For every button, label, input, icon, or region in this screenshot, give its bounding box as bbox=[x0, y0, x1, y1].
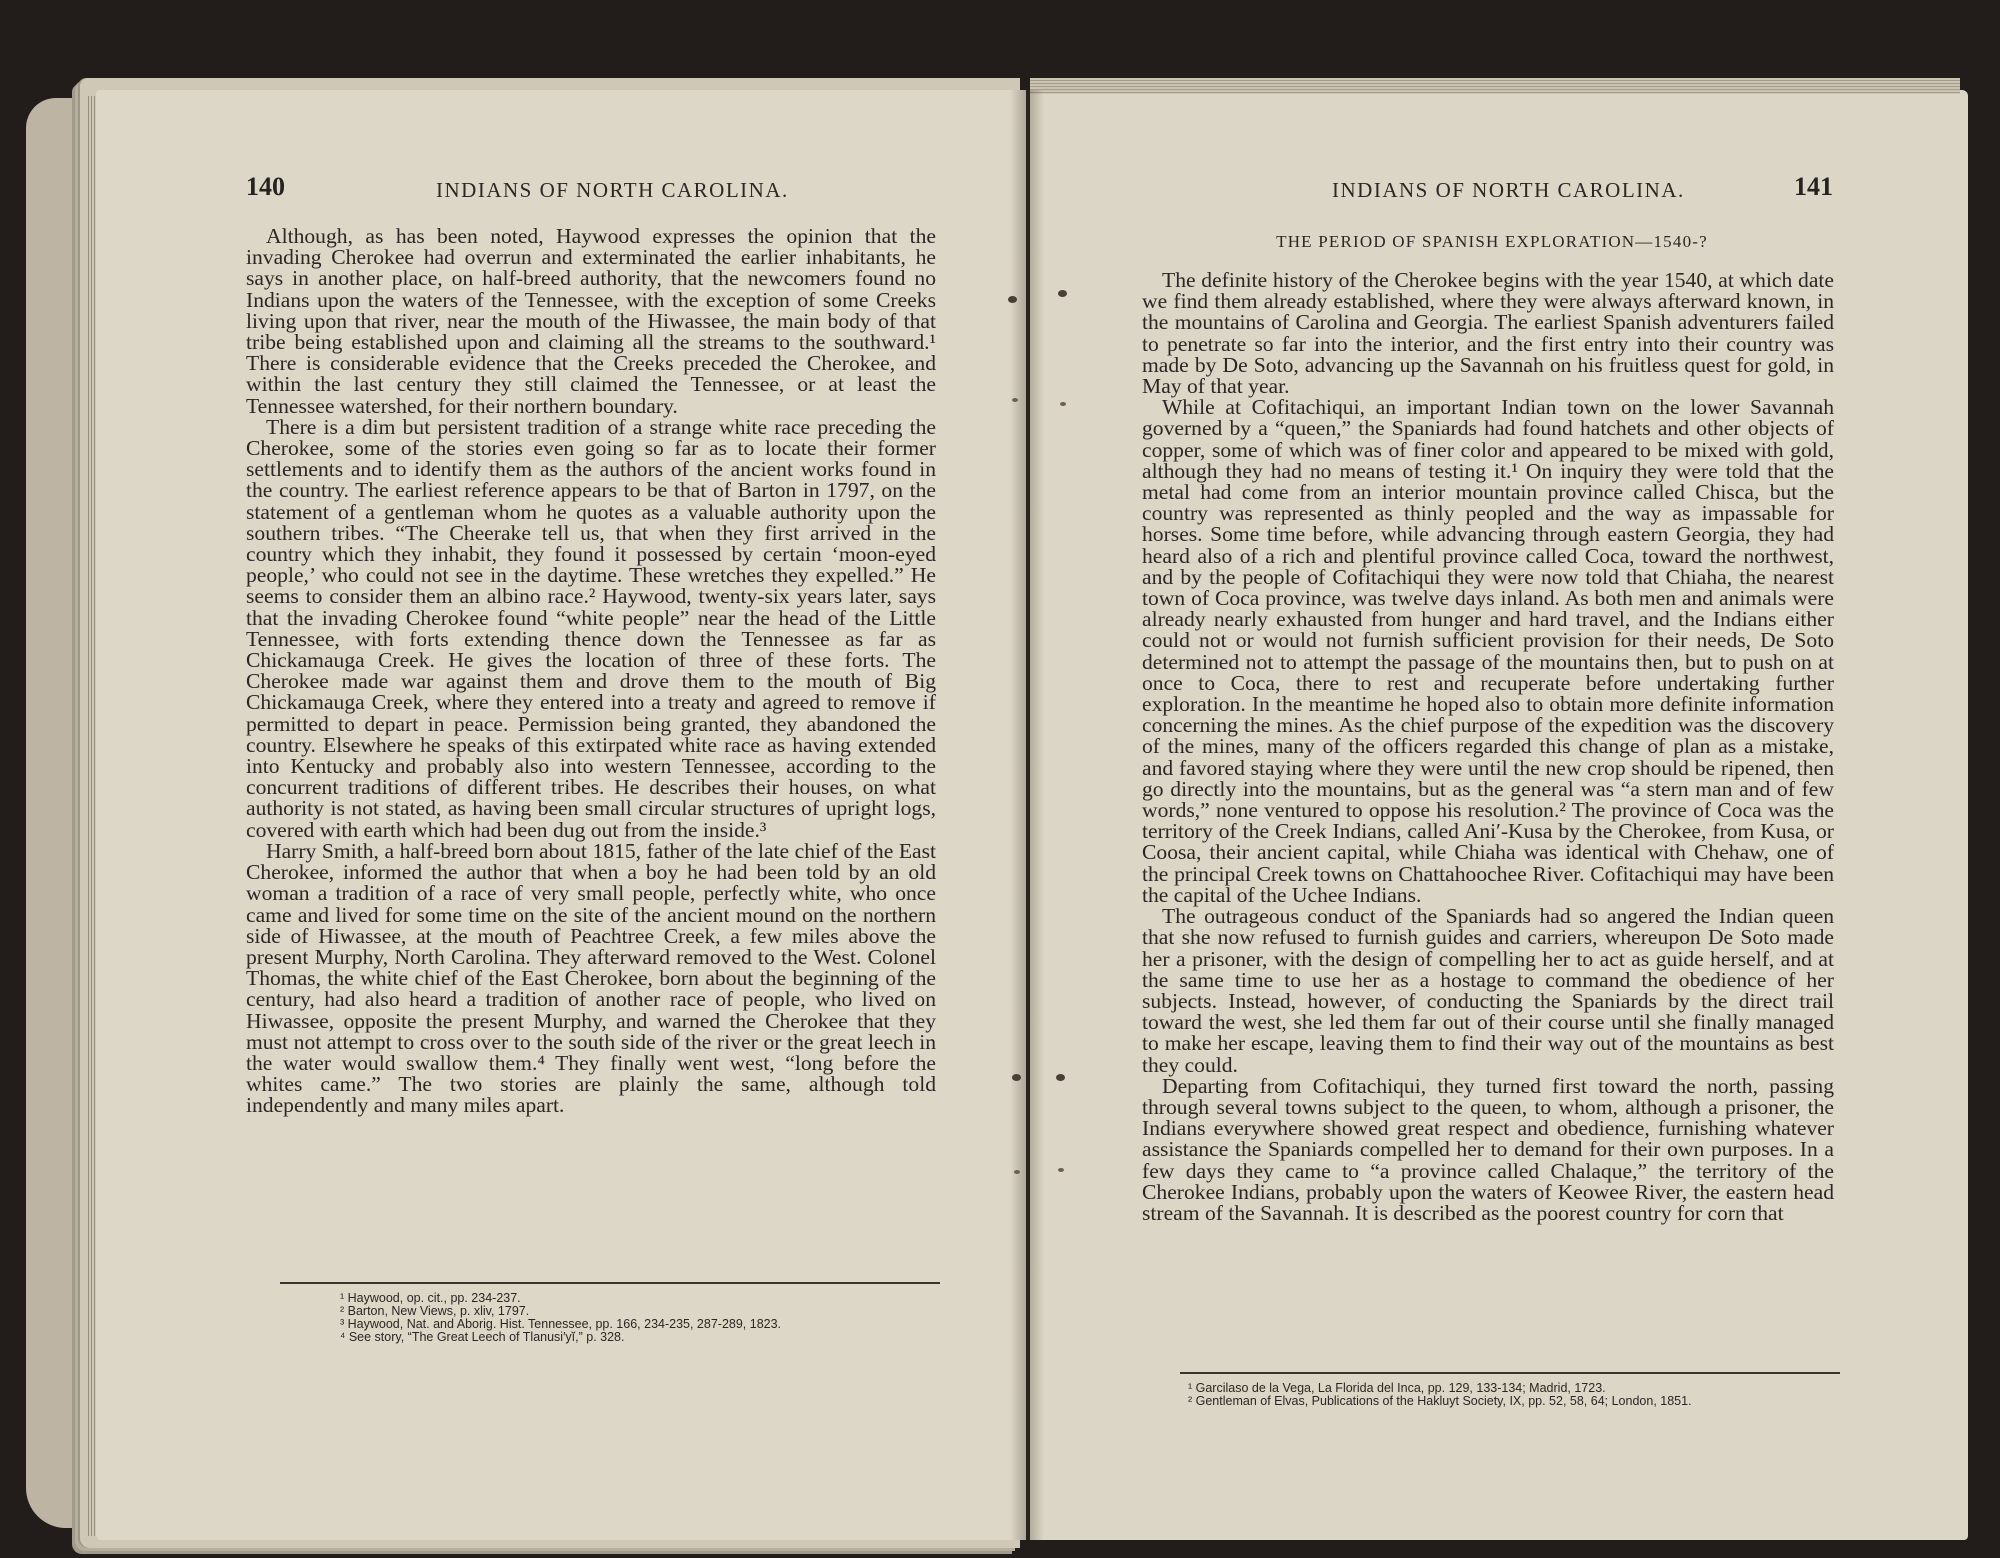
footnote-right-2: ² Gentleman of Elvas, Publications of the Hakluyt Society, IX, pp. 52, 58, 64; London, 1851. bbox=[1188, 1394, 1692, 1408]
right-body-text bbox=[1142, 270, 1834, 1224]
footnotes-right bbox=[1188, 1382, 1692, 1408]
binding-stitch bbox=[1012, 398, 1018, 402]
section-title: THE PERIOD OF SPANISH EXPLORATION—1540-? bbox=[1276, 232, 1708, 251]
binding-stitch bbox=[1008, 296, 1017, 303]
book-cover-edge bbox=[26, 98, 86, 1528]
footnotes-left bbox=[340, 1292, 781, 1344]
left-paragraph-1: Although, as has been noted, Haywood expresses the opinion that the invading Cherokee had overrun and exterminated the earlier inhabitants, he says in another place, on half-breed authority, that the newcomers found no Indians upon the waters of the Tennessee, with the exception of some Creeks living upon that river, near the mouth of the Hiwassee, the main body of that tribe being established upon and claiming all the streams to the southward.¹ There is considerable evidence that the Creeks preceded the Cherokee, and within the last century they still claimed the Tennessee, or at least the Tennessee watershed, for their northern boundary. bbox=[246, 224, 936, 418]
right-paragraph-1: The definite history of the Cherokee begins with the year 1540, at which date we find them already established, where they were always afterward known, in the mountains of Carolina and Georgia. The earliest Spanish adventurers failed to penetrate so far into the interior, and the first entry into their country was made by De Soto, advancing up the Savannah on his fruitless quest for gold, in May of that year. bbox=[1142, 268, 1834, 399]
binding-stitch bbox=[1060, 402, 1066, 406]
book-gutter bbox=[1010, 90, 1044, 1540]
binding-stitch bbox=[1058, 1168, 1064, 1172]
footnote-left-4: ⁴ See story, “The Great Leech of Tlanusi′yĭ,” p. 328. bbox=[340, 1330, 625, 1344]
footnote-left-3: ³ Haywood, Nat. and Aborig. Hist. Tennessee, pp. 166, 234-235, 287-289, 1823. bbox=[340, 1317, 782, 1331]
running-head-left: INDIANS OF NORTH CAROLINA. bbox=[436, 178, 789, 202]
running-head-right: INDIANS OF NORTH CAROLINA. bbox=[1332, 178, 1685, 202]
left-paragraph-2: There is a dim but persistent tradition of a strange white race preceding the Cherokee, some of the stories even going so far as to locate their former settlements and to identify them as the authors of the ancient works found in the country. The earliest reference appears to be that of Barton in 1797, on the statement of a gentleman whom he quotes as a valuable authority upon the southern tribes. “The Cheerake tell us, that when they first arrived in the country which they inhabit, they found it possessed by certain ‘moon-eyed people,’ who could not see in the daytime. These wretches they expelled.” He seems to consider them an albino race.² Haywood, twenty-six years later, says that the invading Cherokee found “white people” near the head of the Little Tennessee, with forts extending thence down the Tennessee as far as Chickamauga Creek. He gives the location of three of these forts. The Cherokee made war against them and drove them to the mouth of Big Chickamauga Creek, where they entered into a treaty and agreed to remove if permitted to depart in peace. Permission being granted, they abandoned the country. Elsewhere he speaks of this extirpated white race as having extended into Kentucky and probably also into western Tennessee, according to the concurrent traditions of different tribes. He describes their houses, on what authority is not stated, as having been small circular structures of upright logs, covered with earth which had been dug out from the inside.³ bbox=[246, 414, 936, 842]
page-edges-right bbox=[1030, 78, 1960, 94]
binding-stitch bbox=[1056, 1074, 1065, 1081]
binding-stitch bbox=[1058, 290, 1067, 297]
page-number-right: 141 bbox=[1794, 172, 1833, 201]
footnote-left-1: ¹ Haywood, op. cit., pp. 234-237. bbox=[340, 1291, 521, 1305]
binding-stitch bbox=[1012, 1074, 1021, 1081]
footnote-rule-right bbox=[1180, 1372, 1840, 1374]
left-paragraph-3: Harry Smith, a half-breed born about 1815, father of the late chief of the East Cherokee, informed the author that when a boy he had been told by an old woman a tradition of a race of very small people, perfectly white, who once came and lived for some time on the site of the ancient mound on the northern side of Hiwassee, at the mouth of Peachtree Creek, a few miles above the present Murphy, North Carolina. They afterward removed to the West. Colonel Thomas, the white chief of the East Cherokee, born about the beginning of the century, had also heard a tradition of another race of people, who lived on Hiwassee, opposite the present Murphy, and warned the Cherokee that they must not attempt to cross over to the south side of the river or the great leech in the water would swallow them.⁴ They finally went west, “long before the whites came.” The two stories are plainly the same, although told independently and many miles apart. bbox=[246, 838, 936, 1118]
left-body-text bbox=[246, 226, 936, 1117]
right-paragraph-4: Departing from Cofitachiqui, they turned first toward the north, passing through several towns subject to the queen, to whom, although a prisoner, the Indians everywhere showed great respect and obedience, furnishing whatever assistance the Spaniards compelled her to demand for their own purposes. In a few days they came to “a province called Chalaque,” the territory of the Cherokee Indians, probably upon the waters of Keowee River, the eastern head stream of the Savannah. It is described as the poorest country for corn that bbox=[1142, 1073, 1834, 1225]
page-number-left: 140 bbox=[246, 172, 285, 201]
footnote-rule-left bbox=[280, 1282, 940, 1284]
footnote-left-2: ² Barton, New Views, p. xliv, 1797. bbox=[340, 1304, 530, 1318]
binding-stitch bbox=[1014, 1170, 1020, 1174]
right-paragraph-3: The outrageous conduct of the Spaniards had so angered the Indian queen that she now refused to furnish guides and carriers, whereupon De Soto made her a prisoner, with the design of compelling her to act as guide herself, and at the same time to use her as a hostage to command the obedience of her subjects. Instead, however, of conducting the Spaniards by the direct trail toward the west, she led them far out of their course until she finally managed to make her escape, leaving them to find their way out of the mountains as best they could. bbox=[1142, 904, 1834, 1077]
right-paragraph-2: While at Cofitachiqui, an important Indian town on the lower Savannah governed by a “queen,” the Spaniards had found hatchets and other objects of copper, some of which was of finer color and appeared to be mixed with gold, although they had no means of testing it.¹ On inquiry they were told that the metal had come from an interior mountain province called Chisca, but the country was represented as thinly peopled and the way as impassable for horses. Some time before, while advancing through eastern Georgia, they had heard also of a rich and plentiful province called Coca, toward the northwest, and by the people of Cofitachiqui they were now told that Chiaha, the nearest town of Coca province, was twelve days inland. As both men and animals were already nearly exhausted from hunger and hard travel, and the Indians either could not or would not furnish sufficient provision for their needs, De Soto determined not to attempt the passage of the mountains then, but to push on at once to Coca, there to rest and recuperate before undertaking further exploration. In the meantime he hoped also to obtain more definite information concerning the mines. As the chief purpose of the expedition was the discovery of the mines, many of the officers regarded this change of plan as a mistake, and favored staying where they were until the new crop should be ripened, then go directly into the mountains, but as the general was “a stern man and of few words,” none ventured to oppose his resolution.² The province of Coca was the territory of the Creek Indians, called Ani′-Kusa by the Cherokee, from Kusa, or Coosa, their ancient capital, while Chiaha was identical with Chehaw, one of the principal Creek towns on Chattahoochee River. Cofitachiqui may have been the capital of the Uchee Indians. bbox=[1142, 395, 1834, 907]
footnote-right-1: ¹ Garcilaso de la Vega, La Florida del Inca, pp. 129, 133-134; Madrid, 1723. bbox=[1188, 1381, 1606, 1395]
